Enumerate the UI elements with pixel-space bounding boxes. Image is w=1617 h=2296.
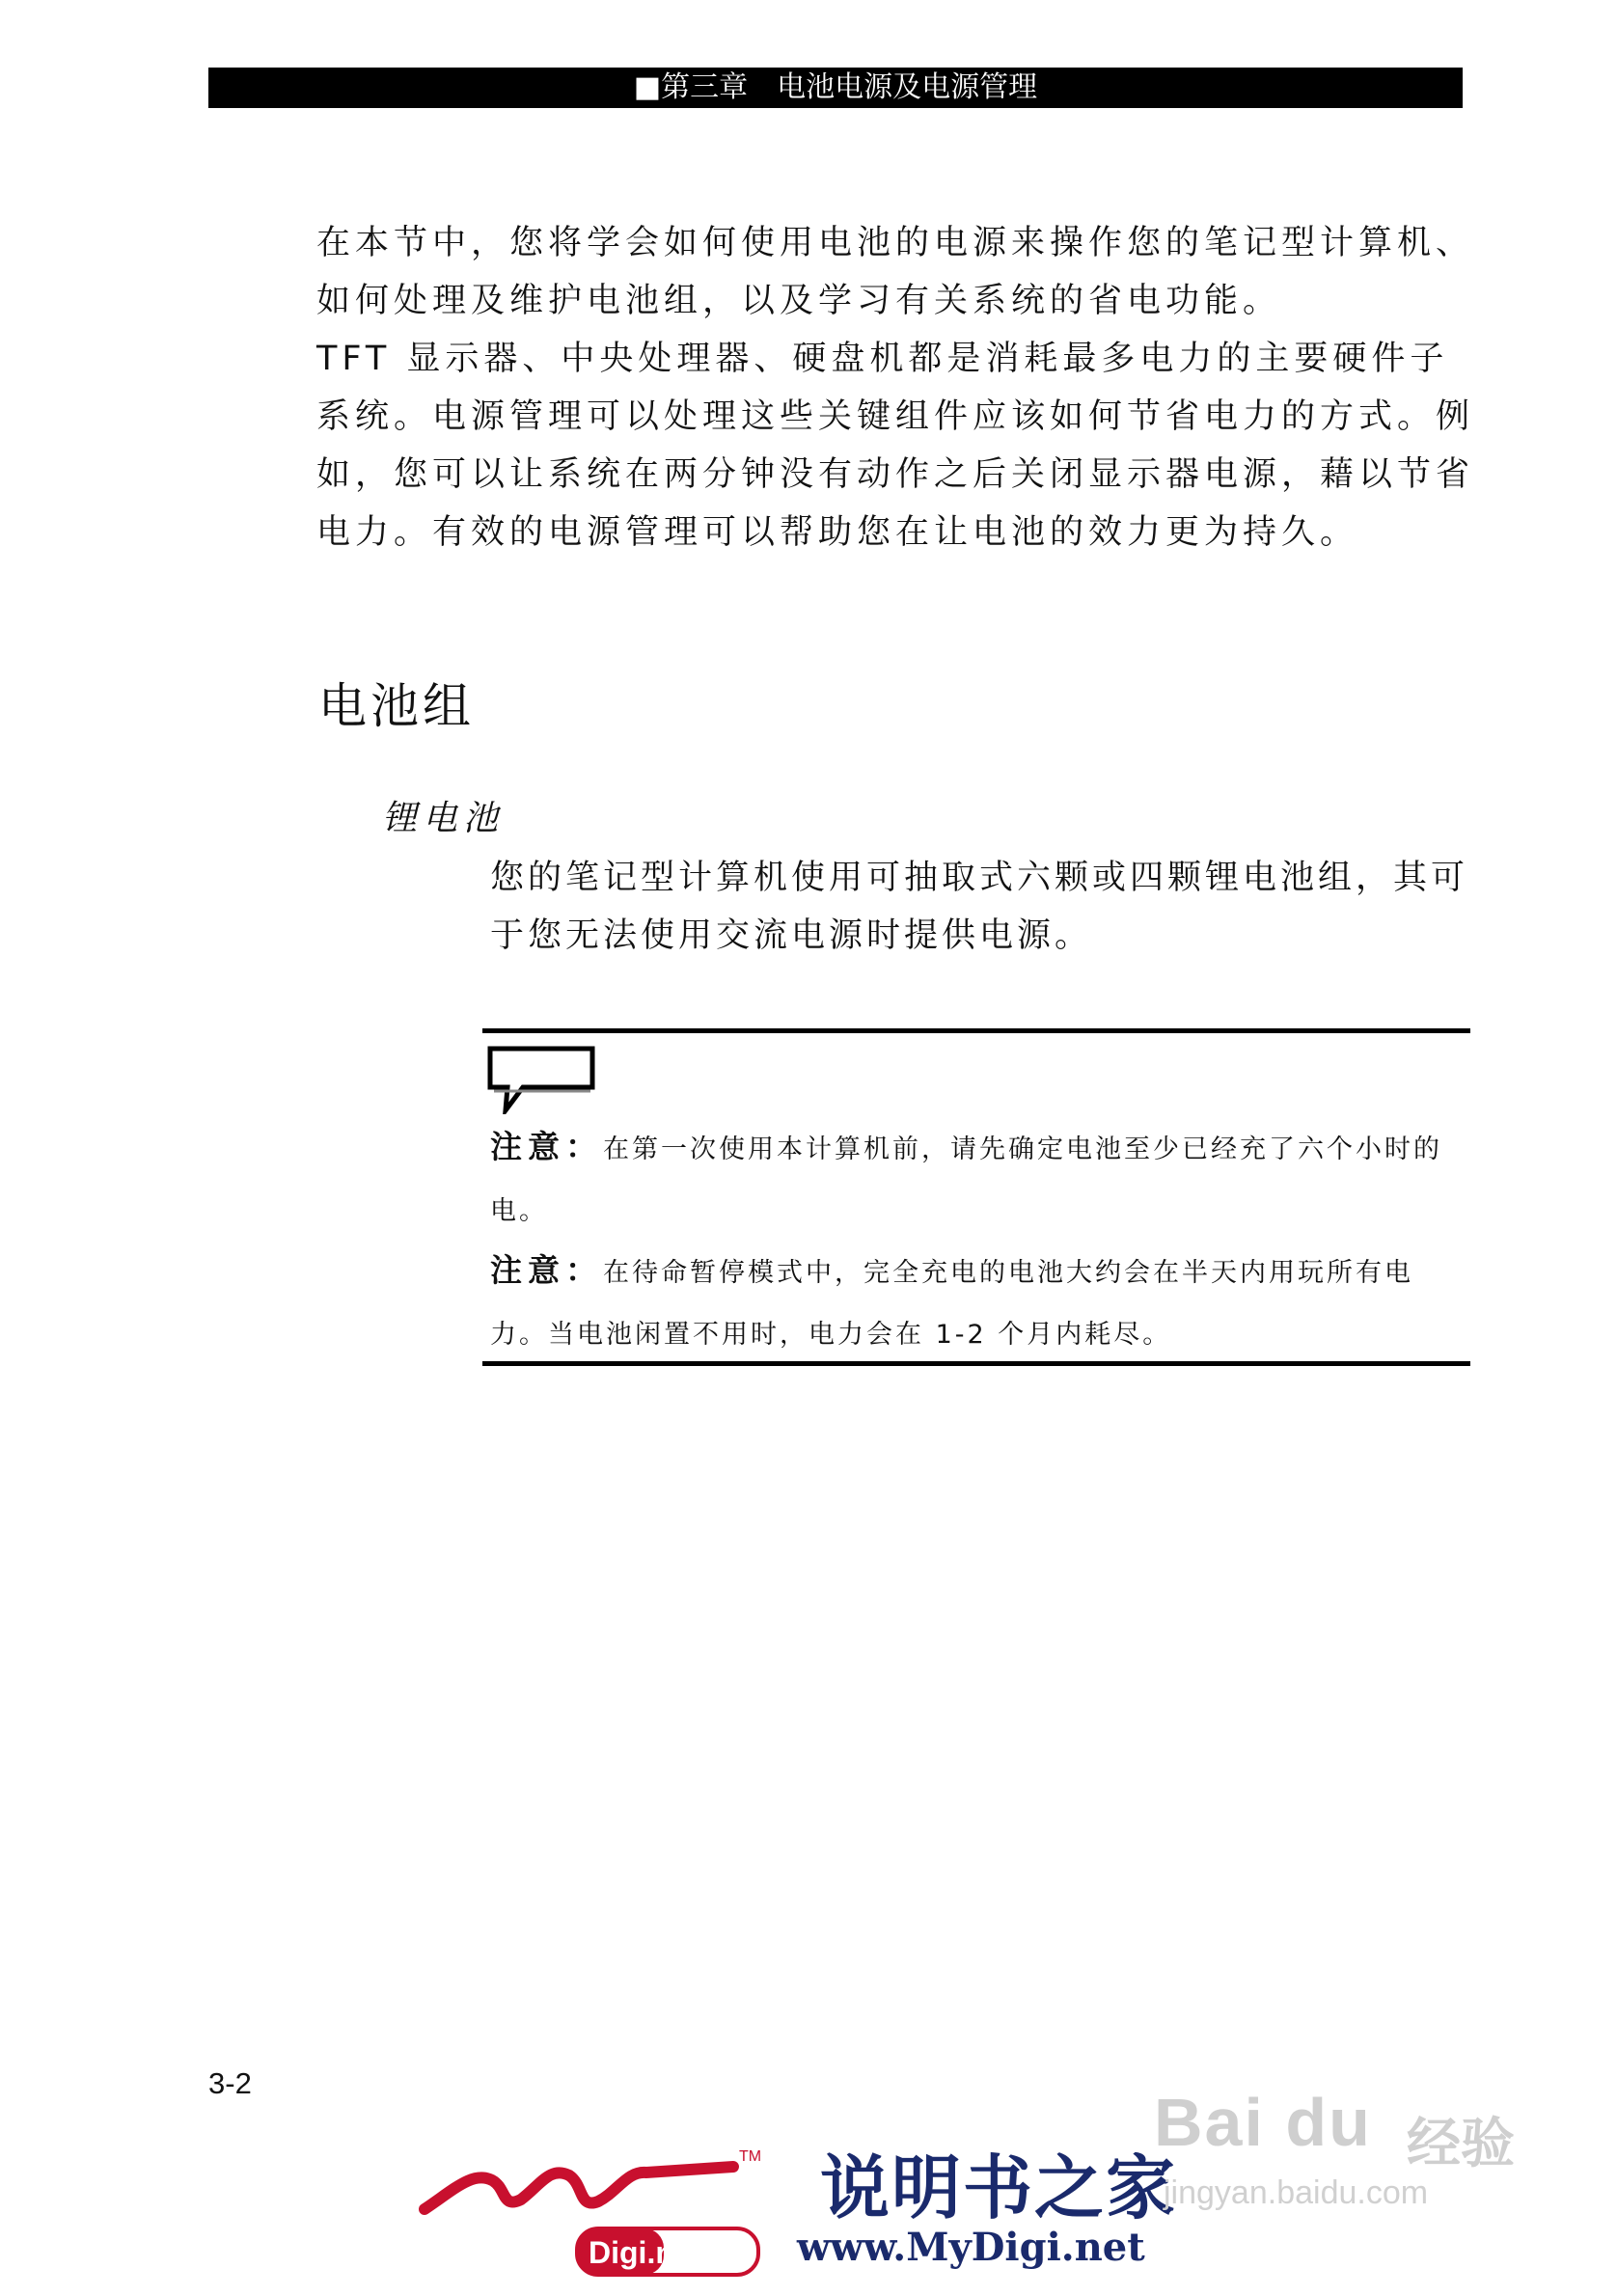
note-label: 注意：	[490, 1128, 603, 1165]
section-title: 电池组	[318, 678, 475, 734]
intro-text	[316, 214, 1474, 561]
watermark-url: jingyan.baidu.com	[1164, 2174, 1429, 2211]
page-number: 3-2	[208, 2066, 252, 2100]
note-box	[482, 1028, 1470, 1366]
note-item	[490, 1116, 1465, 1243]
note-text: 在待命暂停模式中，完全充电的电池大约会在半天内用玩所有电力。当电池闲置不用时，电力会在 1-2 个月内耗尽。	[490, 1258, 1413, 1350]
chapter-title: ■第三章 电池电源及电源管理	[633, 70, 1038, 104]
note-text: 在第一次使用本计算机前，请先确定电池至少已经充了六个小时的电。	[490, 1134, 1442, 1226]
watermark-brand: Bai du	[1154, 2085, 1372, 2160]
intro-paragraph-1: 在本节中，您将学会如何使用电池的电源来操作您的笔记型计算机、如何处理及维护电池组，以及学习有关系统的省电功能。	[316, 224, 1475, 320]
logo-tm: TM	[739, 2148, 762, 2165]
intro-paragraph-2: TFT 显示器、中央处理器、硬盘机都是消耗最多电力的主要硬件子系统。电源管理可以处理这些关键组件应该如何节省电力的方式。例如，您可以让系统在两分钟没有动作之后关闭显示器电源，藉以节省电力。有效的电源管理可以帮助您在让电池的效力更为持久。	[316, 340, 1475, 552]
mydigi-logo	[415, 2132, 762, 2286]
watermark-jingyan: 经验	[1407, 2113, 1515, 2175]
note-label: 注意：	[490, 1251, 603, 1289]
note-item	[490, 1240, 1465, 1366]
subsection-title: 锂电池	[382, 799, 505, 838]
site-url: www.MyDigi.net	[797, 2225, 1145, 2270]
site-title: 说明书之家	[820, 2147, 1178, 2228]
baidu-watermark	[1154, 2070, 1540, 2225]
subsection-paragraph: 您的笔记型计算机使用可抽取式六颗或四颗锂电池组，其可于您无法使用交流电源时提供电源。	[490, 859, 1469, 955]
subsection-body	[490, 849, 1474, 965]
logo-text: Digi.net	[589, 2235, 702, 2270]
chapter-header	[208, 68, 1463, 108]
speech-bubble-icon	[486, 1045, 596, 1114]
